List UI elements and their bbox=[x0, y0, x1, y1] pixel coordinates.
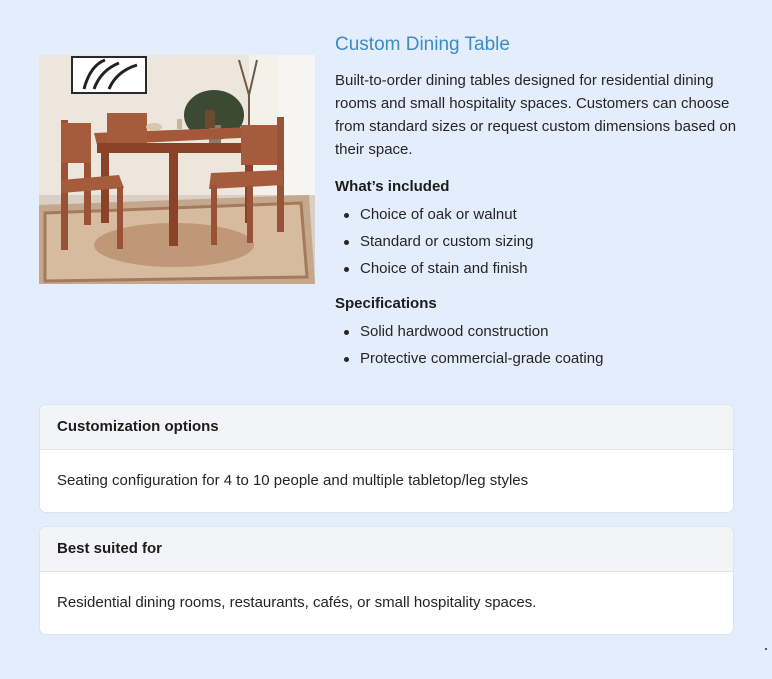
product-title: Custom Dining Table bbox=[335, 34, 510, 55]
product-description: Built-to-order dining tables designed for residential dining rooms and small hospitality spaces. Customers can choose from standard sizes or request custom dimensions based on their space. bbox=[335, 72, 737, 158]
list-item: Choice of stain and finish bbox=[335, 255, 745, 282]
specifications-heading: Specifications bbox=[335, 295, 437, 312]
card-heading: Customization options bbox=[40, 405, 733, 450]
included-heading: What’s included bbox=[335, 178, 450, 195]
product-image bbox=[39, 55, 315, 284]
list-item: Standard or custom sizing bbox=[335, 228, 745, 255]
list-item: Protective commercial-grade coating bbox=[335, 345, 745, 372]
list-item: Choice of oak or walnut bbox=[335, 201, 745, 228]
list-item: Solid hardwood construction bbox=[335, 318, 745, 345]
product-info bbox=[335, 34, 745, 372]
card-heading: Best suited for bbox=[40, 527, 733, 572]
best-suited-card bbox=[40, 527, 733, 634]
card-body: Seating configuration for 4 to 10 people and multiple tabletop/leg styles bbox=[57, 472, 529, 489]
card-body: Residential dining rooms, restaurants, cafés, or small hospitality spaces. bbox=[57, 594, 537, 611]
stray-dot bbox=[765, 648, 767, 650]
customization-card bbox=[40, 405, 733, 512]
dining-set-illustration bbox=[39, 55, 315, 284]
included-list bbox=[335, 201, 745, 282]
specifications-list bbox=[335, 318, 745, 372]
